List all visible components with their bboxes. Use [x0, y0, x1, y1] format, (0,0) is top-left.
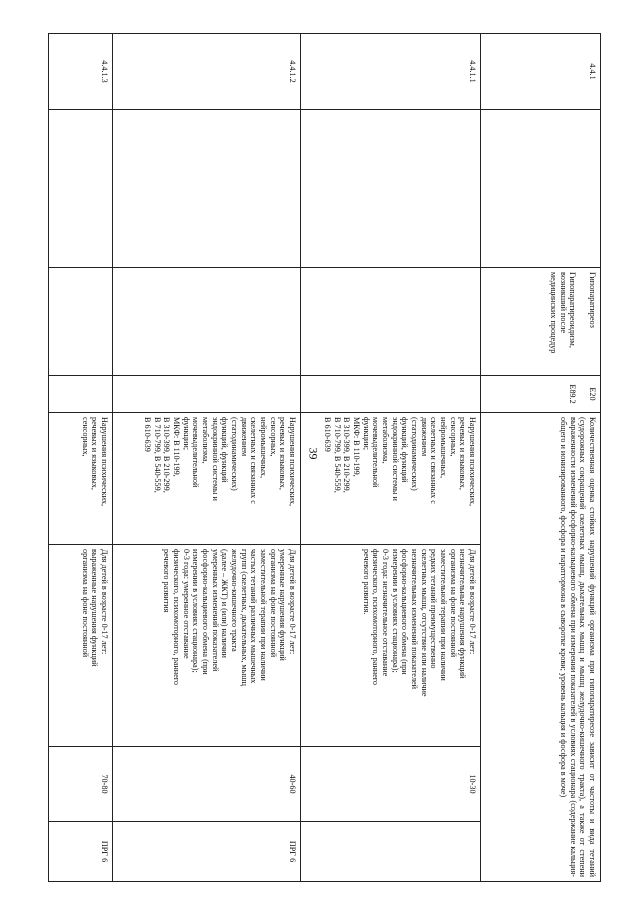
percent-range: 10-30: [301, 747, 481, 822]
impaired-functions: Нарушения психических, речевых и языковых, сенсорных, нейромышечных, скелетных и связанных с движением (статодинамических) функций, функций эндокринной системы и метаболизма, мочевыделительной функции; МКФ: В 110-199, В 310-399, В 210-299, В 710-799, В 540-559, В 610-639: [301, 413, 481, 545]
section-description: Количественная оценка стойких нарушений функций организма при гипопаратиреозе зависит от частоты и вида тетаний (судорожных сокращений скелетных мышц, дыхательных мышц и мышц желудочно-кишечного тракта), а также от степени выраженности изменений фосфорно-кальциевого обмена при измерении показателей в условиях стационара (содержание кальция-общего и ионизированного, фосфора и паратгормона в сыворотке крови; уровень кальция и фосфора в моче): [481, 413, 601, 882]
row-code: 4.4.1: [481, 34, 601, 110]
page-number: 39: [306, 447, 321, 460]
empty-cell: [49, 110, 113, 268]
legal-ref: ПРГ 6: [113, 822, 301, 882]
empty-cell: [49, 268, 113, 376]
row-code: 4.4.1.2: [113, 34, 301, 110]
impaired-functions: Нарушения психических, речевых и языковых, сенсорных,: [49, 413, 113, 545]
icd-code: E89.2: [568, 384, 578, 404]
diagnosis-name: Гипопаратиреоидизм, возникший после медицинских процедур: [548, 272, 578, 354]
empty-cell: [301, 376, 481, 413]
empty-cell: [113, 110, 301, 268]
empty-cell: [301, 268, 481, 376]
empty-cell: [481, 110, 601, 268]
diagnosis-name: Гипопаратиреоз: [588, 272, 597, 328]
empty-cell: [49, 376, 113, 413]
legal-ref: [301, 822, 481, 882]
empty-cell: [301, 110, 481, 268]
percent-range: 40-60: [113, 747, 301, 822]
impaired-functions: Нарушения психических, речевых и языковых, сенсорных, нейромышечных, скелетных и связанных с движением (статодинамических) функций, функций эндокринной системы и метаболизма, мочевыделительной функции; МКФ: В 110-199, В 310-399, В 210-299, В 710-799, В 540-559, В 610-639: [113, 413, 301, 545]
clinical-criteria: Для детей в возрасте 0-17 лет: незначительные нарушения функций организма на фоне постоянной заместительной терапии при наличии редких тетаний преимущественно скелетных мышц, отсутствие или наличие незначительных изменений показателей фосфорно-кальциевого обмена (при измерении в условиях стационара); 0-3 года: незначительное отставание физического, психомоторного, раннего речевого развития.: [301, 545, 481, 747]
row-code: 4.4.1.1: [301, 34, 481, 110]
clinical-criteria: Для детей в возрасте 0-17 лет: выраженные нарушения функций организма на фоне постоянной: [49, 545, 113, 747]
icd-code: E20: [588, 387, 597, 401]
rotated-page-content: [49, 33, 601, 881]
row-code: 4.4.1.3: [49, 34, 113, 110]
empty-cell: [113, 376, 301, 413]
table-row-4-4-1-1: [301, 34, 481, 882]
icd-cell: [481, 376, 601, 413]
legal-ref: ПРГ 6: [49, 822, 113, 882]
empty-cell: [113, 268, 301, 376]
table-row-4-4-1: [481, 34, 601, 882]
diagnosis-cell: [481, 268, 601, 376]
classification-table: [48, 33, 601, 882]
table-row-4-4-1-2: [113, 34, 301, 882]
clinical-criteria: Для детей в возрасте 0-17 лет: умеренные нарушения функций организма на фоне постоянной заместительной терапии при наличии частых тетаний различных мышечных групп (скелетных, дыхательных, мышц желудочно-кишечного тракта (далее – ЖКТ) и (или) наличии умеренных изменений показателей фосфорно-кальциевого обмена (при измерении в условиях стационара); 0-3 года: умеренное отставание физического, психомоторного, раннего речевого развития: [113, 545, 301, 747]
percent-range: 70-80: [49, 747, 113, 822]
table-row-4-4-1-3: [49, 34, 113, 882]
